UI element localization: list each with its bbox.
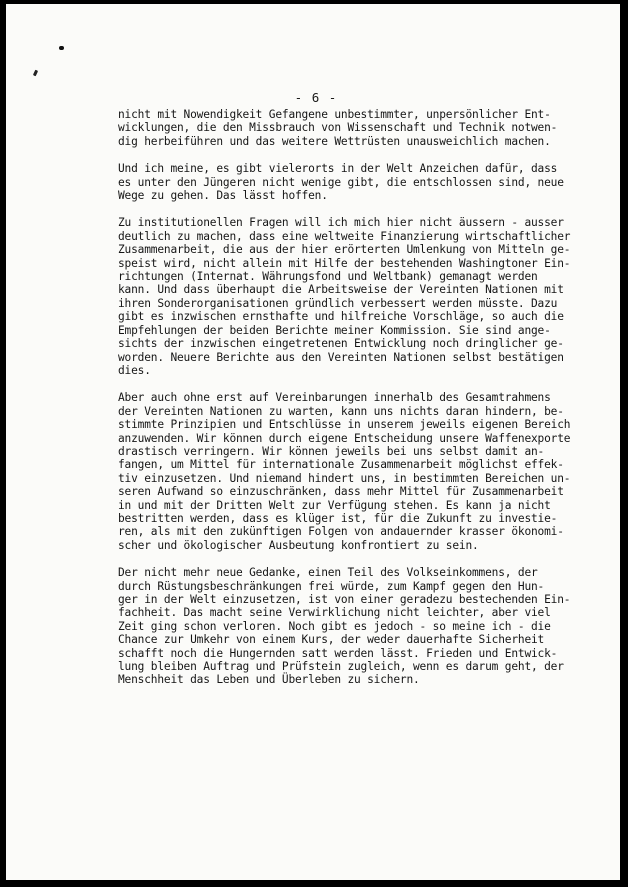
paragraph: Zu institutionellen Fragen will ich mich hier nicht äussern - ausser deutlich zu machen, dass eine weltweite Finanzierung wirtschaftlicher Zusammenarbeit, die aus der hier erörterten Umlenkung von Mitteln ge- speist wird, nicht allein mit Hilfe der bestehenden Washingtoner Ein- richtungen (Internat. Währungsfond und Weltbank) gemanagt werden kann. Und dass überhaupt die Arbeitsweise der Vereinten Nationen mit ihren Sonderorganisationen gründlich verbessert werden müsste. Dazu gibt es inzwischen ernsthafte und hilfreiche Vorschläge, so auch die Empfehlungen der beiden Berichte meiner Kommission. Sie sind ange- sichts der inzwischen eingetretenen Entwicklung noch dringlicher ge- worden. Neuere Berichte aus den Vereinten Nationen selbst bestätigen dies. xyxy=(118,216,571,377)
document-page xyxy=(6,4,620,880)
paragraph: Aber auch ohne erst auf Vereinbarungen innerhalb des Gesamtrahmens der Vereinten Nationen zu warten, kann uns nichts daran hindern, be- stimmte Prinzipien und Entschlüsse in unserem jeweils eigenen Bereich anzuwenden. Wir können durch eigene Entscheidung unsere Waffenexporte drastisch verringern. Wir können jeweils bei uns selbst damit an- fangen, um Mittel für internationale Zusammenarbeit möglichst effek- tiv einzusetzen. Und niemand hindert uns, in bestimmten Bereichen un- seren Aufwand so einzuschränken, dass mehr Mittel für Zusammenarbeit in und mit der Dritten Welt zur Verfügung stehen. Es kann ja nicht bestritten werden, dass es klüger ist, für die Zukunft zu investie- ren, als mit den zukünftigen Folgen von andauernder krasser ökonomi- scher und ökologischer Ausbeutung konfrontiert zu sein. xyxy=(118,391,571,552)
scan-speck-mark xyxy=(33,70,38,77)
paragraph: nicht mit Nowendigkeit Gefangene unbestimmter, unpersönlicher Ent- wicklungen, die den Missbrauch von Wissenschaft und Technik notwen- dig herbeiführen und das weitere Wettrüsten unausweichlich machen. xyxy=(118,108,558,148)
paragraph: Der nicht mehr neue Gedanke, einen Teil des Volkseinkommens, der durch Rüstungsbeschränkungen frei würde, zum Kampf gegen den Hun- ger in der Welt einzusetzen, ist von einer geradezu bestechenden Ein- fachheit. Das macht seine Verwirklichung nicht leichter, aber viel Zeit ging schon verloren. Noch gibt es jedoch - so meine ich - die Chance zur Umkehr von einem Kurs, der weder dauerhafte Sicherheit schafft noch die Hungernden satt werden lässt. Frieden und Entwick- lung bleiben Auftrag und Prüfstein zugleich, wenn es darum geht, der Menschheit das Leben und Überleben zu sichern. xyxy=(118,566,571,687)
scan-speck-mark xyxy=(59,46,64,50)
document-body xyxy=(118,108,598,701)
page-number: - 6 - xyxy=(294,90,338,105)
paragraph: Und ich meine, es gibt vielerorts in der Welt Anzeichen dafür, dass es unter den Jüngeren nicht wenige gibt, die entschlossen sind, neue Wege zu gehen. Das lässt hoffen. xyxy=(118,162,564,203)
